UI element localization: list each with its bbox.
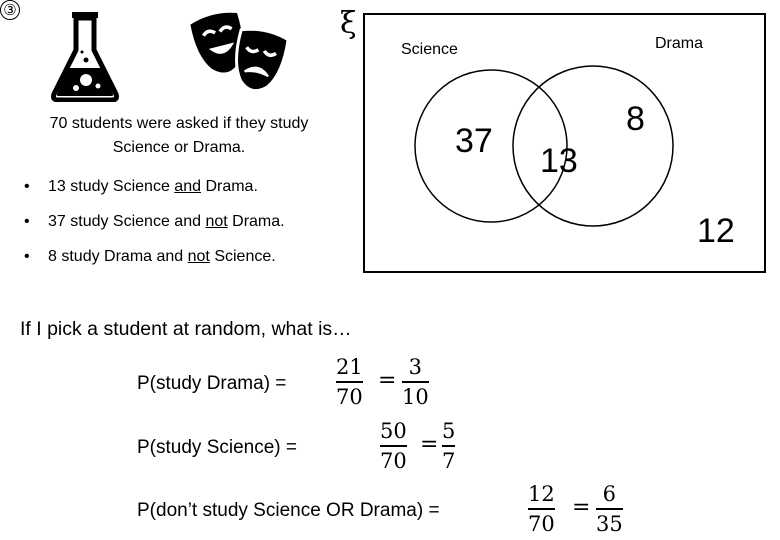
equals-sign: =: [420, 432, 439, 457]
drama-label: Drama: [655, 35, 704, 52]
science-only-count: 37: [455, 122, 493, 160]
fraction: 5 7: [442, 419, 456, 473]
science-label: Science: [401, 41, 458, 58]
drama-only-count: 8: [626, 100, 645, 138]
prob-science-label: P(study Science) =: [137, 437, 297, 458]
question-number: ③: [0, 0, 20, 20]
drama-circle: [513, 66, 673, 226]
flask-icon: [50, 10, 120, 102]
equals-sign: =: [572, 495, 591, 520]
neither-count: 12: [697, 212, 735, 250]
fraction: 3 10: [402, 355, 429, 409]
facts-list: [20, 175, 360, 280]
list-item: • 37 study Science and not Drama.: [20, 210, 360, 245]
theater-masks-icon: [190, 10, 290, 102]
both-count: 13: [540, 142, 578, 180]
equals-sign: =: [378, 368, 397, 393]
fraction: 12 70: [528, 482, 555, 536]
prob-drama-label: P(study Drama) =: [137, 373, 287, 394]
list-item: • 13 study Science and Drama.: [20, 175, 360, 210]
intro-text: 70 students were asked if they study Science or Drama.: [49, 115, 309, 156]
fraction: 21 70: [336, 355, 363, 409]
list-item: • 8 study Drama and not Science.: [20, 245, 360, 280]
prob-neither-label: P(don’t study Science OR Drama) =: [137, 500, 440, 521]
fraction: 6 35: [596, 482, 623, 536]
universal-set-symbol: ξ: [340, 6, 357, 41]
question-text: If I pick a student at random, what is…: [20, 318, 352, 340]
fraction: 50 70: [380, 419, 407, 473]
